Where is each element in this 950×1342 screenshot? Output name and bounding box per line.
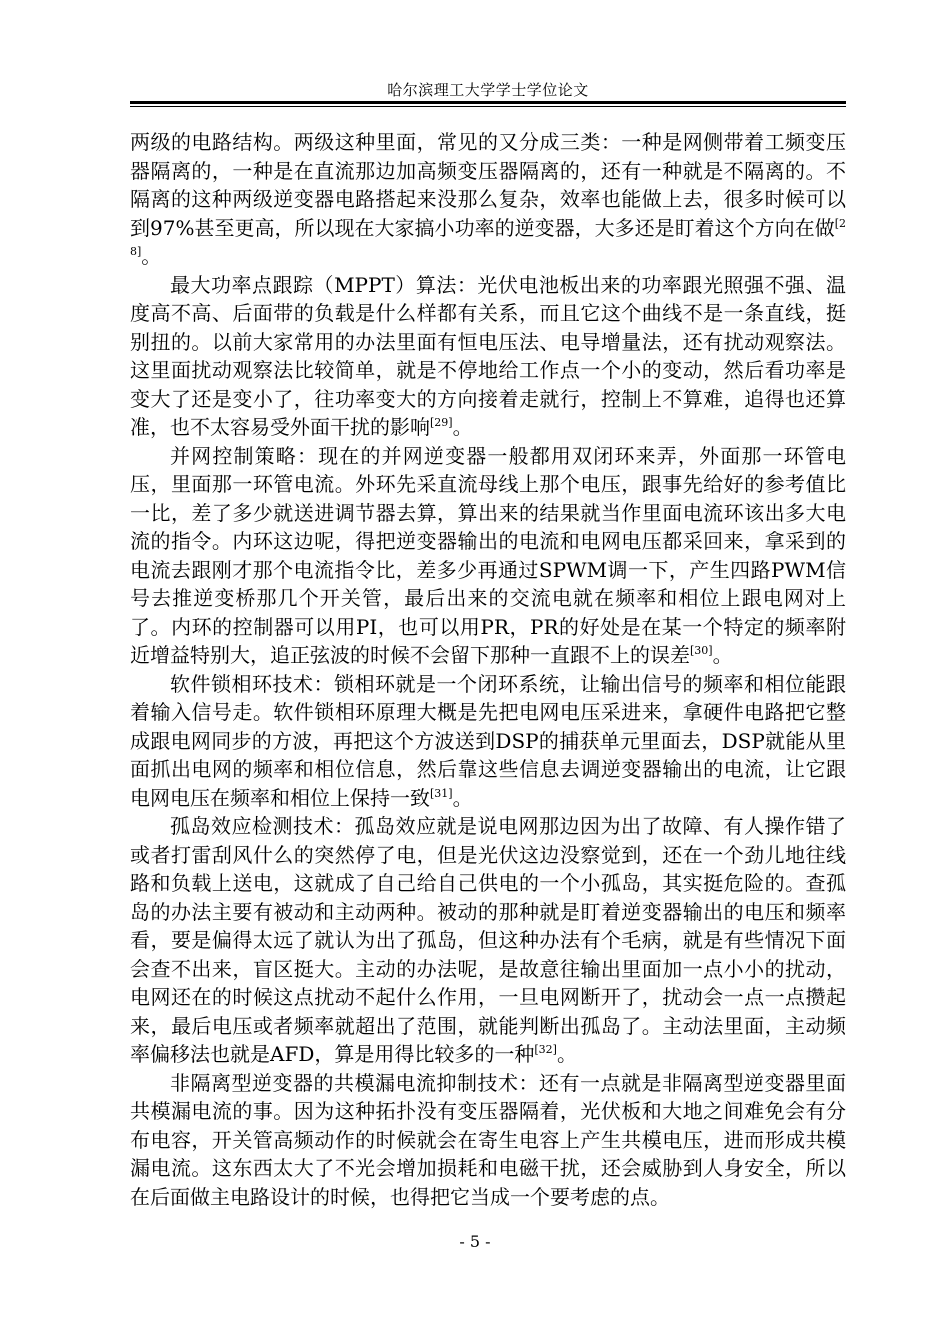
paragraph-text: 非隔离型逆变器的共模漏电流抑制技术：还有一点就是非隔离型逆变器里面共模漏电流的事。因为这种拓扑没有变压器隔着，光伏板和大地之间难免会有分布电容，开关管高频动作的时候就会在寄生电容上产生共模电压，进而形成共模漏电流。这东西太大了不光会增加损耗和电磁干扰，还会威胁到人身安全，所以在后面做主电路设计的时候，也得把它当成一个要考虑的点。 <box>130 1070 846 1209</box>
paragraph-tail: 。 <box>141 244 162 268</box>
paragraph-mppt <box>130 271 846 442</box>
paragraph-text: 两级的电路结构。两级这种里面，常见的又分成三类：一种是网侧带着工频变压器隔离的，一种是在直流那边加高频变压器隔离的，还有一种就是不隔离的。不隔离的这种两级逆变器电路搭起来没那么复杂，效率也能做上去，很多时候可以到97%甚至更高，所以现在大家搞小功率的逆变器，大多还是盯着这个方向在做 <box>130 130 846 240</box>
paragraph-text: 软件锁相环技术：锁相环就是一个闭环系统，让输出信号的频率和相位能跟着输入信号走。软件锁相环原理大概是先把电网电压采进来，拿硬件电路把它整成跟电网同步的方波，再把这个方波送到DSP的捕获单元里面去，DSP就能从里面抓出电网的频率和相位信息，然后靠这些信息去调逆变器输出的电流，让它跟电网电压在频率和相位上保持一致 <box>130 671 846 810</box>
citation-ref: [32] <box>534 1043 557 1056</box>
paragraph-islanding-detection <box>130 812 846 1069</box>
paragraph-tail: 。 <box>712 643 733 667</box>
paragraph-tail: 。 <box>452 415 473 439</box>
paragraph-text: 最大功率点跟踪（MPPT）算法：光伏电池板出来的功率跟光照强不强、温度高不高、后面带的负载是什么样都有关系，而且它这个曲线不是一条直线，挺别扭的。以前大家常用的办法里面有恒电压法、电导增量法，还有扰动观察法。这里面扰动观察法比较简单，就是不停地给工作点一个小的变动，然后看功率是变大了还是变小了，往功率变大的方向接着走就行，控制上不算难，追得也还算准，也不太容易受外面干扰的影响 <box>130 272 846 439</box>
paragraph-software-pll <box>130 670 846 813</box>
citation-ref: [28] <box>130 216 846 258</box>
paragraph-tail: 。 <box>452 785 473 810</box>
header-rule-thick <box>130 101 846 104</box>
paragraph-tail: 。 <box>556 1042 577 1066</box>
header-rule-thin <box>130 106 846 107</box>
paragraph-grid-control <box>130 442 846 670</box>
paragraph-leakage-current <box>130 1069 846 1212</box>
paragraph-two-stage-structure <box>130 128 846 271</box>
running-header: 哈尔滨理工大学学士学位论文 <box>387 81 589 99</box>
citation-ref: [29] <box>430 416 453 429</box>
citation-ref: [31] <box>430 786 453 800</box>
body-text <box>130 128 846 1211</box>
paragraph-text: 并网控制策略：现在的并网逆变器一般都用双闭环来弄，外面那一环管电压，里面那一环管电流。外环先采直流母线上那个电压，跟事先给好的参考值比一比，差了多少就送进调节器去算，算出来的结果就当作里面电流环该出多大电流的指令。内环这边呢，得把逆变器输出的电流和电网电压都采回来，拿采到的电流去跟刚才那个电流指令比，差多少再通过SPWM调一下，产生四路PWM信号去推逆变桥那几个开关管，最后出来的交流电就在频率和相位上跟电网对上了。内环的控制器可以用PI，也可以用PR，PR的好处是在某一个特定的频率附近增益特别大，追正弦波的时候不会留下那种一直跟不上的误差 <box>130 443 846 667</box>
paragraph-text: 孤岛效应检测技术：孤岛效应就是说电网那边因为出了故障、有人操作错了或者打雷刮风什么的突然停了电，但是光伏这边没察觉到，还在一个劲儿地往线路和负载上送电，这就成了自己给自己供电的一个小孤岛，其实挺危险的。查孤岛的办法主要有被动和主动两种。被动的那种就是盯着逆变器输出的电压和频率看，要是偏得太远了就认为出了孤岛，但这种办法有个毛病，就是有些情况下面会查不出来，盲区挺大。主动的办法呢，是故意往输出里面加一点小小的扰动，电网还在的时候这点扰动不起什么作用，一旦电网断开了，扰动会一点一点攒起来，最后电压或者频率就超出了范围，就能判断出孤岛了。主动法里面，主动频率偏移法也就是AFD，算是用得比较多的一种 <box>130 814 846 1066</box>
page-number: - 5 - <box>459 1232 491 1251</box>
citation-ref: [30] <box>690 644 713 657</box>
